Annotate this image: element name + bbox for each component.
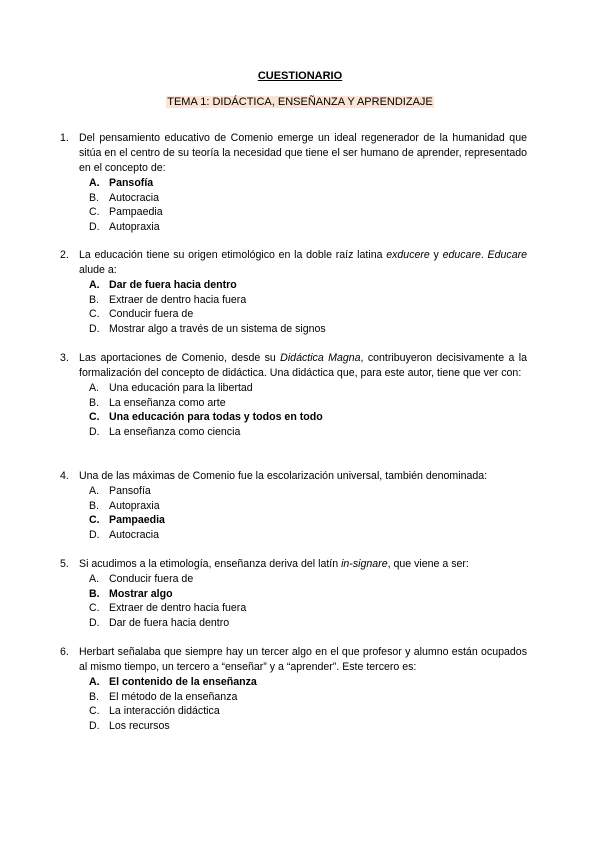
document-subtitle: TEMA 1: DIDÁCTICA, ENSEÑANZA Y APRENDIZAJE [167, 96, 433, 108]
option-c: C. La interacción didáctica [89, 705, 220, 718]
option-d: D. Autocracia [89, 528, 160, 541]
question-stem: Una de las máximas de Comenio fue la escolarización universal, también denominada: [79, 470, 488, 482]
option-a: A. Pansofía [89, 485, 151, 497]
question-stem: Del pensamiento educativo de Comenio emerge un ideal regenerador de la humanidad que sitúa en el centro de su teoría la necesidad que tiene el ser humano de aprender, representado en el concepto de: [79, 132, 527, 174]
question-stem: La educación tiene su origen etimológico en la doble raíz latina exducere y educare. Educare alude a: [79, 249, 528, 276]
option-d: D. Mostrar algo a través de un sistema de signos [89, 322, 326, 335]
option-c: C. Extraer de dentro hacia fuera [89, 602, 247, 615]
option-d: D. Los recursos [89, 719, 170, 732]
question-stem: Si acudimos a la etimología, enseñanza deriva del latín in-signare, que viene a ser: [79, 558, 469, 570]
option-list [89, 278, 527, 336]
option-list [89, 176, 527, 234]
option-d: D. Autopraxia [89, 220, 160, 233]
option-b: B. La enseñanza como arte [89, 396, 226, 409]
question-3: 3. Las aportaciones de Comenio, desde su Didáctica Magna, contribuyeron decisivamente a la formalización del concepto de didáctica. Una didáctica que, para este autor, tiene que ver con: A. Una educación para la libertad B. La enseñanza como arte C. Una educación para todas y todos en todo D. La enseñanza como ciencia [60, 352, 528, 438]
question-stem: Herbart señalaba que siempre hay un tercer algo en el que profesor y alumno están ocupados al mismo tiempo, un tercero a “enseñar” y a “aprender”. Este tercero es: [79, 646, 527, 673]
option-c: C. Pampaedia [89, 206, 163, 219]
option-b: B. El método de la enseñanza [89, 690, 238, 703]
option-b: B. Autopraxia [89, 499, 160, 512]
question-6: 6. Herbart señalaba que siempre hay un tercer algo en el que profesor y alumno están ocupados al mismo tiempo, un tercero a “enseñar” y a “aprender”. Este tercero es: A. El contenido de la enseñanza B. El método de la enseñanza C. La interacción didáctica D. Los recursos [60, 646, 527, 732]
option-a: A. Conducir fuera de [89, 573, 194, 585]
option-a: A. Pansofía [89, 177, 154, 189]
option-b: B. Mostrar algo [89, 587, 173, 600]
option-a: A. El contenido de la enseñanza [89, 676, 257, 688]
question-5: 5. Si acudimos a la etimología, enseñanza deriva del latín in-signare, que viene a ser: A. Conducir fuera de B. Mostrar algo C. Extraer de dentro hacia fuera D. Dar de fuera hacia dentro [60, 557, 527, 641]
option-a: A. Una educación para la libertad [89, 382, 253, 394]
option-list [89, 484, 527, 542]
question-2: 2. La educación tiene su origen etimológico en la doble raíz latina exducere y educare. Educare alude a: A. Dar de fuera hacia dentro B. Extraer de dentro hacia fuera C. Conducir fuera de D. Mostrar algo a través de un sistema de signos [60, 249, 528, 335]
option-a: A. Dar de fuera hacia dentro [89, 279, 237, 291]
option-d: D. La enseñanza como ciencia [89, 425, 241, 438]
option-b: B. Autocracia [89, 191, 160, 204]
option-list [89, 675, 527, 733]
question-4: 4. Una de las máximas de Comenio fue la escolarización universal, también denominada: A. Pansofía B. Autopraxia C. Pampaedia D. Autocracia [60, 469, 527, 553]
option-d: D. Dar de fuera hacia dentro [89, 616, 230, 629]
option-list [89, 381, 527, 439]
question-1: 1. Del pensamiento educativo de Comenio emerge un ideal regenerador de la humanidad que sitúa en el centro de su teoría la necesidad que tiene el ser humano de aprender, representado en el concepto de: A. Pansofía B. Autocracia C. Pampaedia D. Autopraxia [60, 132, 527, 233]
option-b: B. Extraer de dentro hacia fuera [89, 293, 247, 306]
option-list [89, 572, 527, 630]
question-stem: Las aportaciones de Comenio, desde su Didáctica Magna, contribuyeron decisivamente a la formalización del concepto de didáctica. Una didáctica que, para este autor, tiene que ver con: [79, 352, 528, 379]
option-c: C. Conducir fuera de [89, 308, 194, 321]
option-c: C. Pampaedia [89, 514, 165, 527]
document-title: CUESTIONARIO [257, 70, 343, 82]
option-c: C. Una educación para todas y todos en todo [89, 411, 323, 424]
